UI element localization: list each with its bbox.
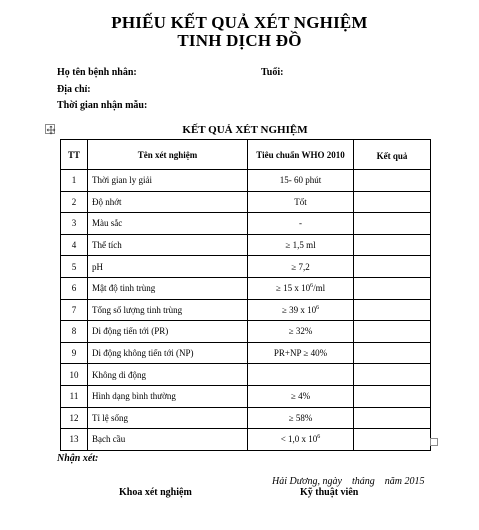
date-line: Hải Dương, ngày tháng năm 2015 <box>272 476 425 487</box>
test-name-cell: Tỉ lệ sống <box>88 407 248 429</box>
standard-exponent: 6 <box>316 304 320 311</box>
table-row <box>61 342 431 364</box>
standard-cell <box>248 429 354 451</box>
result-cell[interactable] <box>354 256 431 278</box>
standard-cell <box>248 299 354 321</box>
result-cell[interactable] <box>354 364 431 386</box>
row-number: 10 <box>61 364 88 386</box>
address-label: Địa chỉ: <box>57 84 91 95</box>
result-cell[interactable] <box>354 407 431 429</box>
standard-value: ≥ 32% <box>288 326 313 337</box>
result-cell[interactable] <box>354 429 431 451</box>
test-name-cell: Di động tiến tới (PR) <box>88 321 248 343</box>
age-label: Tuổi: <box>261 67 284 78</box>
table-row <box>61 299 431 321</box>
table-header-row <box>61 140 431 170</box>
row-number: 8 <box>61 321 88 343</box>
test-name-cell: Độ nhớt <box>88 191 248 213</box>
test-name-cell: pH <box>88 256 248 278</box>
results-section-title: KẾT QUẢ XÉT NGHIỆM <box>182 124 308 136</box>
row-number: 2 <box>61 191 88 213</box>
header-result: Kết quả <box>354 140 431 170</box>
report-title: PHIẾU KẾT QUẢ XÉT NGHIỆM <box>111 13 368 32</box>
row-number: 5 <box>61 256 88 278</box>
standard-cell <box>248 213 354 235</box>
standard-value: ≥ 39 x 10 <box>281 304 317 315</box>
table-move-handle-icon[interactable] <box>45 124 55 134</box>
test-name-cell: Thể tích <box>88 234 248 256</box>
result-cell[interactable] <box>354 191 431 213</box>
standard-value: PR+NP ≥ 40% <box>273 348 328 359</box>
row-number: 12 <box>61 407 88 429</box>
test-name-cell: Bạch cầu <box>88 429 248 451</box>
header-test-name: Tên xét nghiệm <box>88 140 248 170</box>
report-subtitle: TINH DỊCH ĐỒ <box>177 31 302 50</box>
header-tt: TT <box>61 140 88 170</box>
standard-exponent: 6 <box>310 283 314 290</box>
row-number: 1 <box>61 170 88 192</box>
standard-value: ≥ 1,5 ml <box>285 240 316 251</box>
table-row <box>61 234 431 256</box>
result-cell[interactable] <box>354 385 431 407</box>
standard-cell <box>248 364 354 386</box>
standard-value: ≥ 4% <box>290 391 311 402</box>
test-name-cell: Màu sắc <box>88 213 248 235</box>
standard-cell <box>248 191 354 213</box>
results-table <box>60 139 431 451</box>
standard-value: - <box>299 218 302 229</box>
header-standard: Tiêu chuẩn WHO 2010 <box>248 140 354 170</box>
row-number: 11 <box>61 385 88 407</box>
standard-cell <box>248 234 354 256</box>
standard-value: ≥ 7,2 <box>291 261 310 272</box>
standard-cell <box>248 407 354 429</box>
table-row <box>61 256 431 278</box>
standard-unit: /ml <box>313 283 326 294</box>
test-name-cell: Không di động <box>88 364 248 386</box>
result-cell[interactable] <box>354 321 431 343</box>
result-cell[interactable] <box>354 277 431 299</box>
standard-cell <box>248 342 354 364</box>
result-cell[interactable] <box>354 234 431 256</box>
standard-value: ≥ 15 x 10 <box>275 283 311 294</box>
standard-cell <box>248 277 354 299</box>
table-row <box>61 321 431 343</box>
result-cell[interactable] <box>354 213 431 235</box>
table-row <box>61 191 431 213</box>
row-number: 9 <box>61 342 88 364</box>
table-row <box>61 170 431 192</box>
standard-value: ≥ 58% <box>288 412 313 423</box>
test-name-cell: Tổng số lượng tinh trùng <box>88 299 248 321</box>
table-resize-handle-icon[interactable] <box>430 438 438 446</box>
standard-value: Tốt <box>294 196 307 207</box>
result-cell[interactable] <box>354 170 431 192</box>
row-number: 7 <box>61 299 88 321</box>
row-number: 3 <box>61 213 88 235</box>
row-number: 6 <box>61 277 88 299</box>
table-row <box>61 429 431 451</box>
comments-label: Nhận xét: <box>57 453 99 464</box>
standard-cell <box>248 385 354 407</box>
test-name-cell: Di động không tiến tới (NP) <box>88 342 248 364</box>
standard-value: 15- 60 phút <box>279 175 322 186</box>
standard-exponent: 6 <box>317 434 321 441</box>
result-cell[interactable] <box>354 299 431 321</box>
test-name-cell: Mật độ tinh trùng <box>88 277 248 299</box>
table-row <box>61 213 431 235</box>
row-number: 13 <box>61 429 88 451</box>
row-number: 4 <box>61 234 88 256</box>
table-row <box>61 407 431 429</box>
result-cell[interactable] <box>354 342 431 364</box>
table-row <box>61 385 431 407</box>
standard-value: < 1,0 x 10 <box>280 434 318 445</box>
results-table-body <box>61 170 431 451</box>
technician-signature-label: Kỹ thuật viên <box>300 487 359 498</box>
table-row <box>61 364 431 386</box>
standard-cell <box>248 256 354 278</box>
received-time-label: Thời gian nhận mẫu: <box>57 100 148 111</box>
table-row <box>61 277 431 299</box>
test-name-cell: Thời gian ly giải <box>88 170 248 192</box>
standard-cell <box>248 170 354 192</box>
lab-signature-label: Khoa xét nghiệm <box>119 487 192 498</box>
patient-name-label: Họ tên bệnh nhân: <box>57 67 137 78</box>
standard-cell <box>248 321 354 343</box>
test-name-cell: Hình dạng bình thường <box>88 385 248 407</box>
